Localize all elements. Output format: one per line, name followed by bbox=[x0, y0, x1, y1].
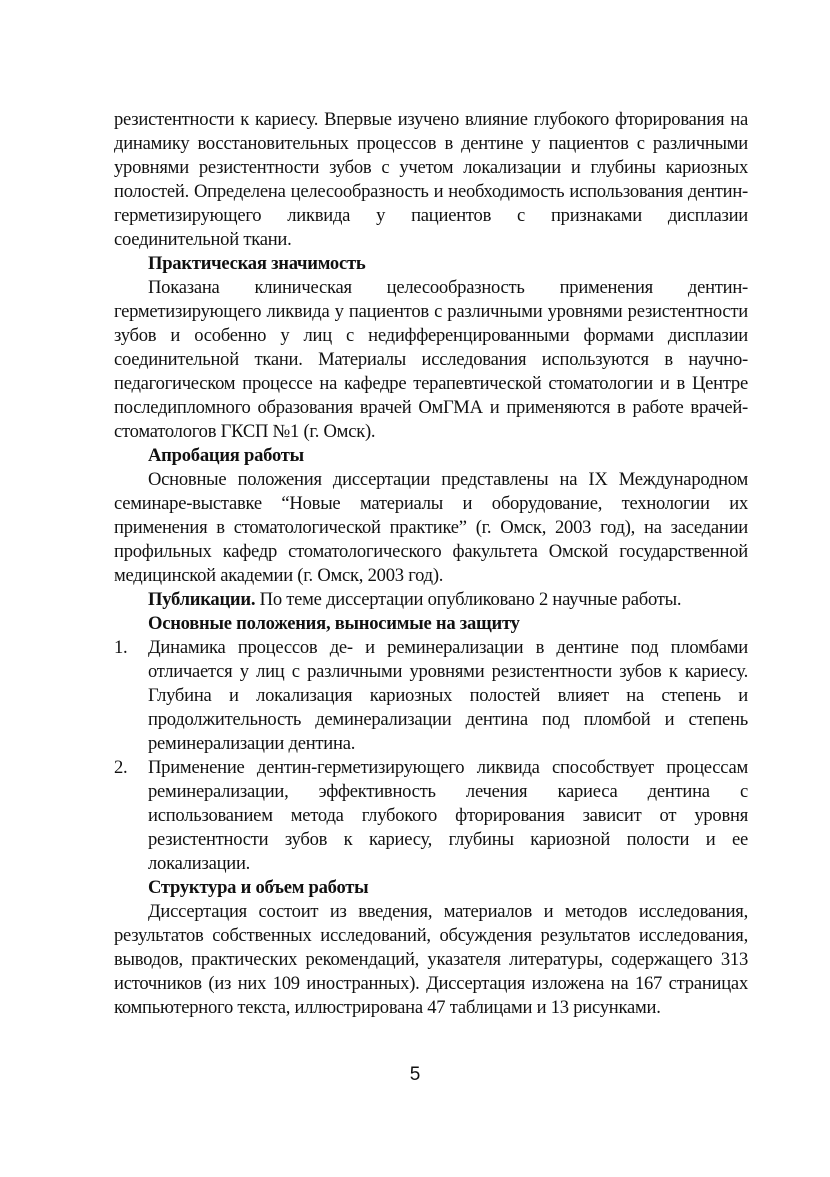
page-body bbox=[114, 108, 748, 1020]
heading-defense-theses: Основные положения, выносимые на защиту bbox=[148, 613, 520, 634]
list-item-number: 2. bbox=[114, 757, 128, 778]
paragraph-publications bbox=[114, 588, 748, 612]
heading-practical-significance: Практическая значимость bbox=[148, 253, 366, 274]
paragraph-structure: Диссертация состоит из введения, материалов и методов исследования, результатов собственных исследований, обсуждения результатов исследования, выводов, практических рекомендаций, указателя литературы, содержащего 313 источников (из них 109 иностранных). Диссертация изложена на 167 страницах компьютерного текста, иллюстрирована 47 таблицами и 13 рисунками. bbox=[114, 901, 748, 1018]
list-item-text: Применение дентин-герметизирующего ликвида способствует процессам реминерализации, эффективность лечения кариеса дентина с использованием метода глубокого фторирования зависит от уровня резистентности зубов к кариесу, глубины кариозной полости и ее локализации. bbox=[148, 757, 748, 874]
list-item bbox=[114, 756, 748, 876]
paragraph-intro: резистентности к кариесу. Впервые изучено влияние глубокого фторирования на динамику восстановительных процессов в дентине у пациентов с различными уровнями резистентности зубов с учетом локализации и глубины кариозных полостей. Определена целесообразность и необходимость использования дентин-герметизирующего ликвида у пациентов с признаками дисплазии соединительной ткани. bbox=[114, 109, 748, 250]
paragraph-approbation: Основные положения диссертации представлены на IX Международном семинаре-выставке “Новые материалы и оборудование, технологии их применения в стоматологической практике” (г. Омск, 2003 год), на заседании профильных кафедр стоматологического факультета Омской государственной медицинской академии (г. Омск, 2003 год). bbox=[114, 469, 748, 586]
publications-text: По теме диссертации опубликовано 2 научные работы. bbox=[255, 589, 682, 610]
publications-label: Публикации. bbox=[148, 589, 256, 610]
heading-approbation: Апробация работы bbox=[148, 445, 304, 466]
list-item-number: 1. bbox=[114, 637, 128, 658]
list-item bbox=[114, 636, 748, 756]
paragraph-practical-significance: Показана клиническая целесообразность применения дентин-герметизирующего ликвида у пациентов с различными уровнями резистентности зубов и особенно у лиц с недифференцированными формами дисплазии соединительной ткани. Материалы исследования используются в научно-педагогическом процессе на кафедре терапевтической стоматологии и в Центре последипломного образования врачей ОмГМА и применяются в работе врачей-стоматологов ГКСП №1 (г. Омск). bbox=[114, 277, 748, 442]
theses-list bbox=[114, 636, 748, 876]
page-number: 5 bbox=[409, 1064, 421, 1085]
heading-structure: Структура и объем работы bbox=[148, 877, 369, 898]
list-item-text: Динамика процессов де- и реминерализации в дентине под пломбами отличается у лиц с различными уровнями резистентности зубов к кариесу. Глубина и локализация кариозных полостей влияет на степень и продолжительность деминерализации дентина под пломбой и степень реминерализации дентина. bbox=[148, 637, 748, 754]
